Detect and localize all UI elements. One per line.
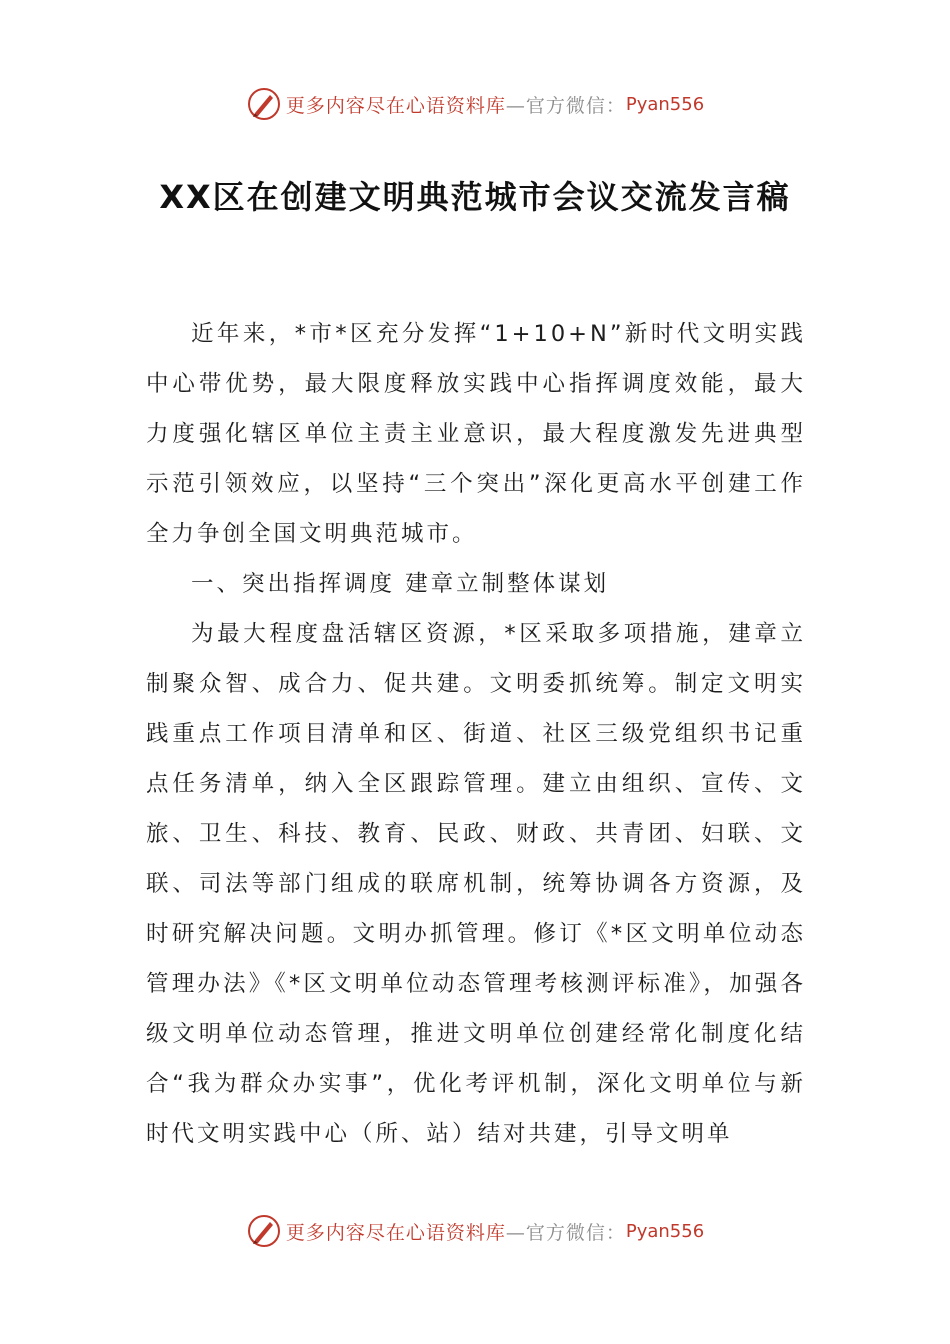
banner-sub-text: —官方微信： xyxy=(505,1221,626,1244)
document-body xyxy=(146,309,806,1159)
banner-wechat-id: Pyan556 xyxy=(625,1220,705,1242)
pen-logo-icon xyxy=(246,1213,282,1249)
banner-sub-text: —官方微信： xyxy=(505,94,626,117)
document-title: XX区在创建文明典范城市会议交流发言稿 xyxy=(159,178,791,216)
footer-banner xyxy=(0,1211,950,1251)
banner-main-text: 更多内容尽在心语资料库 xyxy=(285,94,506,117)
paragraph-section-1: 为最大程度盘活辖区资源，*区采取多项措施，建章立制聚众智、成合力、促共建。文明委抓统筹。制定文明实践重点工作项目清单和区、街道、社区三级党组织书记重点任务清单，纳入全区跟踪管理。建立由组织、宣传、文旅、卫生、科技、教育、民政、财政、共青团、妇联、文联、司法等部门组成的联席机制，统筹协调各方资源，及时研究解决问题。文明办抓管理。修订《*区文明单位动态管理办法》《*区文明单位动态管理考核测评标准》，加强各级文明单位动态管理，推进文明单位创建经常化制度化结合“我为群众办实事”，优化考评机制，深化文明单位与新时代文明实践中心（所、站）结对共建，引导文明单 xyxy=(146,621,806,1147)
section-heading: 一、突出指挥调度 建章立制整体谋划 xyxy=(191,571,610,597)
paragraph-intro: 近年来，*市*区充分发挥“1+10+N”新时代文明实践中心带优势，最大限度释放实践中心指挥调度效能，最大力度强化辖区单位主责主业意识，最大程度激发先进典型示范引领效应，以坚持“三个突出”深化更高水平创建工作全力争创全国文明典范城市。 xyxy=(146,321,806,547)
pen-logo-icon xyxy=(246,86,282,122)
header-banner xyxy=(0,84,950,124)
banner-main-text: 更多内容尽在心语资料库 xyxy=(285,1221,506,1244)
banner-wechat-id: Pyan556 xyxy=(625,93,705,115)
